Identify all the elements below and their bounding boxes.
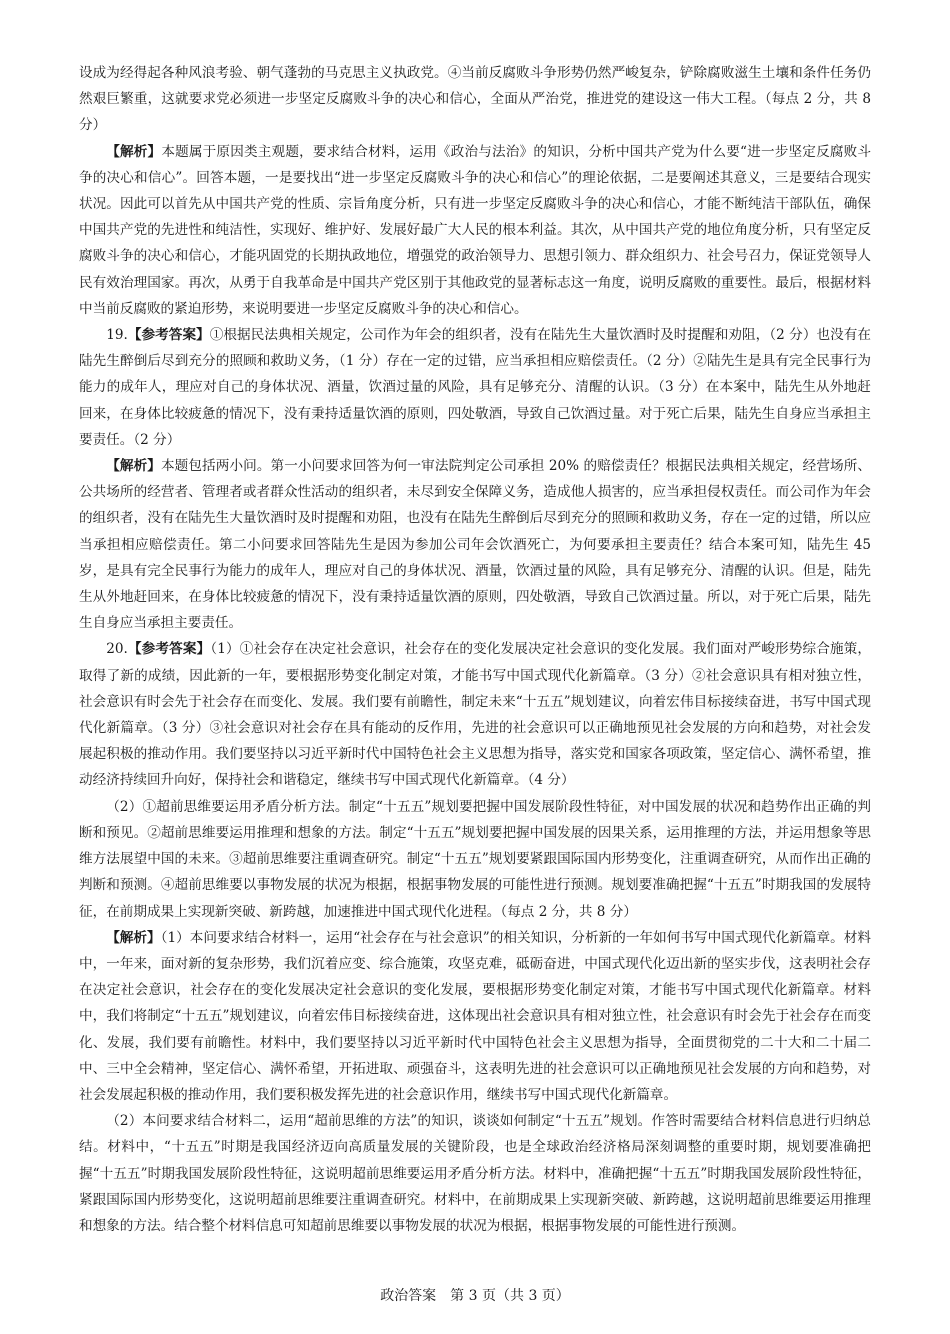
reference-answer-tag: 【参考答案】 (127, 327, 210, 344)
question-number: 19. (106, 327, 128, 344)
q18-answer-continuation: 设成为经得起各种风浪考验、朝气蓬勃的马克思主义执政党。④当前反腐败斗争形势仍然严峻复杂，铲除腐败滋生土壤和条件任务仍然艰巨繁重，这就要求党必须进一步坚定反腐败斗争的决心和信心，全面从严治党，推进党的建设这一伟大工程。（每点 2 分，共 8 分） (79, 65, 871, 134)
reference-answer-tag: 【参考答案】 (127, 641, 211, 658)
q19-analysis-text: 本题包括两小问。第一小问要求回答为何一审法院判定公司承担 20% 的赔偿责任？根据民法典相关规定，经营场所、公共场所的经营者、管理者或者群众性活动的组织者，未尽到安全保障义务，造成他人损害的，应当承担侵权责任。而公司作为年会的组织者，没有在陆先生大量饮酒时及时提醒和劝阻，也没有在陆先生醉倒后尽到充分的照顾和救助义务，存在一定的过错，所以应当承担相应赔偿责任。第二小问要求回答陆先生是因为参加公司年会饮酒死亡，为何要承担主要责任？结合本案可知，陆先生 45 岁，是具有完全民事行为能力的成年人，理应对自己的身体状况、酒量，饮酒过量的风险，具有足够充分、清醒的认识。但是，陆先生从外地赶回来，在身体比较疲惫的情况下，没有秉持适量饮酒的原则，四处敬酒，导致自己饮酒过量。所以，对于死亡后果，陆先生自身应当承担主要责任。 (79, 458, 871, 632)
q20-analysis-part1-text: （1）本问要求结合材料一，运用“社会存在与社会意识”的相关知识，分析新的一年如何书写中国式现代化新篇章。材料中，一年来，面对新的复杂形势，我们沉着应变、综合施策，攻坚克难，砥砺奋进，中国式现代化迈出新的坚实步伐，这表明社会存在决定社会意识，社会存在的变化发展决定社会意识的变化发展，要根据形势变化制定对策，才能书写中国式现代化新篇章。材料中，我们将制定“十五五”规划建议，向着宏伟目标接续奋进，这体现出社会意识具有相对独立性，社会意识有时会先于社会存在而变化、发展，我们要有前瞻性。材料中，我们要坚持以习近平新时代中国特色社会主义思想为指导，全面贯彻党的二十大和二十届二中、三中全会精神，坚定信心、满怀希望，开拓进取、顽强奋斗，这表明先进的社会意识可以正确地预见社会发展的方向和趋势，对社会发展起积极的推动作用，我们要积极发挥先进的社会意识作用，继续书写中国式现代化新篇章。 (79, 929, 872, 1103)
analysis-tag: 【解析】 (106, 143, 162, 160)
analysis-tag: 【解析】 (106, 929, 161, 946)
analysis-tag: 【解析】 (106, 458, 161, 475)
q19-answer-text: ①根据民法典相关规定，公司作为年会的组织者，没有在陆先生大量饮酒时及时提醒和劝阻，（2 分）也没有在陆先生醉倒后尽到充分的照顾和救助义务，（1 分）存在一定的过错，应当承担相应赔偿责任。（2 分）②陆先生是具有完全民事行为能力的成年人，理应对自己的身体状况、酒量，饮酒过量的风险，具有足够充分、清醒的认识。（3 分）在本案中，陆先生从外地赶回来，在身体比较疲惫的情况下，没有秉持适量饮酒的原则，四处敬酒，导致自己饮酒过量。对于死亡后果，陆先生自身应当承担主要责任。（2 分） (79, 327, 872, 448)
question-number: 20. (106, 641, 128, 658)
q20-answer-part1 (79, 636, 871, 793)
page-footer: 政治答案 第 3 页（共 3 页） (380, 1288, 570, 1304)
q20-analysis-part1 (79, 925, 871, 1108)
q18-analysis (79, 139, 871, 322)
q19-analysis (79, 453, 871, 636)
q18-analysis-text: 本题属于原因类主观题，要求结合材料，运用《政治与法治》的知识，分析中国共产党为什么要“进一步坚定反腐败斗争的决心和信心”。回答本题，一是要找出“进一步坚定反腐败斗争的决心和信心”的理论依据，二是要阐述其意义，三是要结合现实状况。因此可以首先从中国共产党的性质、宗旨角度分析，只有进一步坚定反腐败斗争的决心和信心，才能不断纯洁干部队伍，确保中国共产党的先进性和纯洁性，实现好、维护好、发展好最广大人民的根本利益。其次，从中国共产党的地位角度分析，只有坚定反腐败斗争的决心和信心，才能巩固党的长期执政地位，增强党的政治领导力、思想引领力、群众组织力、社会号召力，保证党领导人民有效治理国家。再次，从勇于自我革命是中国共产党区别于其他政党的显著标志这一角度，说明反腐败的重要性。最后，根据材料中当前反腐败的紧迫形势，来说明要进一步坚定反腐败斗争的决心和信心。 (79, 143, 872, 317)
q20-analysis-part2: （2）本问要求结合材料二，运用“超前思维的方法”的知识，谈谈如何制定“十五五”规划。作答时需要结合材料信息进行归纳总结。材料中，“十五五”时期是我国经济迈向高质量发展的关键阶段，也是全球政治经济格局深刻调整的重要时期，规划要准确把握“十五五”时期我国发展阶段性特征，这说明超前思维要运用矛盾分析方法。材料中，准确把握“十五五”时期我国发展阶段性特征，紧跟国际国内形势变化，这说明超前思维要注重调查研究。材料中，在前期成果上实现新突破、新跨越，这说明超前思维要运用推理和想象的方法。结合整个材料信息可知超前思维要以事物发展的状况为根据，根据事物发展的可能性进行预测。 (79, 1113, 871, 1234)
q19-answer (79, 322, 871, 453)
q20-answer-part2: （2）①超前思维要运用矛盾分析方法。制定“十五五”规划要把握中国发展阶段性特征，对中国发展的状况和趋势作出正确的判断和预见。②超前思维要运用推理和想象的方法。制定“十五五”规划要把握中国发展的因果关系，运用推理的方法，并运用想象等思维方法展望中国的未来。③超前思维要注重调查研究。制定“十五五”规划要紧跟国际国内形势变化，注重调查研究，从而作出正确的判断和预测。④超前思维要以事物发展的状况为根据，根据事物发展的可能性进行预测。规划要准确把握“十五五”时期我国的发展特征，在前期成果上实现新突破、新跨越，加速推进中国式现代化进程。（每点 2 分，共 8 分） (79, 798, 871, 920)
q20-answer-part1-text: （1）①社会存在决定社会意识，社会存在的变化发展决定社会意识的变化发展。我们面对严峻形势综合施策，取得了新的成绩，因此新的一年，要根据形势变化制定对策，才能书写中国式现代化新篇章。（3 分）②社会意识具有相对独立性，社会意识有时会先于社会存在而变化、发展。我们要有前瞻性，制定未来“十五五”规划建议，向着宏伟目标接续奋进，书写中国式现代化新篇章。（3 分）③社会意识对社会存在具有能动的反作用，先进的社会意识可以正确地预见社会发展的方向和趋势，对社会发展起积极的推动作用。我们要坚持以习近平新时代中国特色社会主义思想为指导，落实党和国家各项政策，坚定信心、满怀希望，推动经济持续回升向好，保持社会和谐稳定，继续书写中国式现代化新篇章。（4 分） (79, 641, 871, 789)
